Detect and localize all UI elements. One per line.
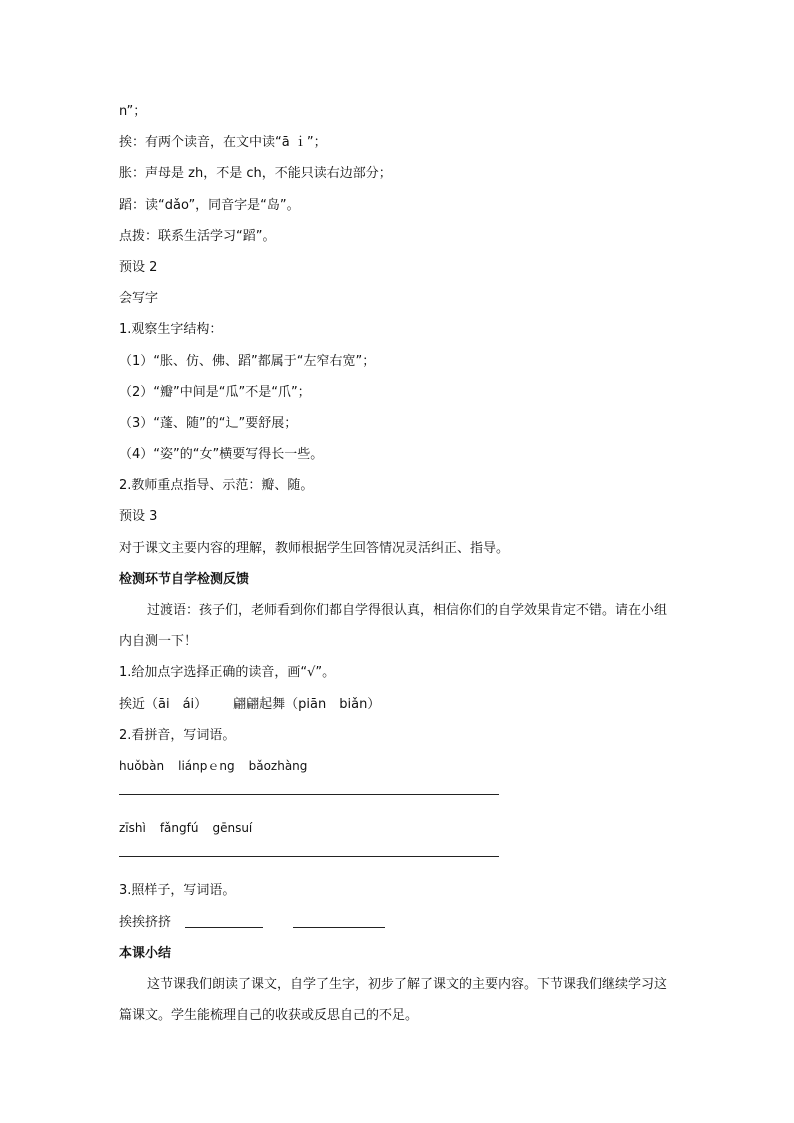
option-item: 翩翩起舞（piān biǎn） [233, 696, 381, 712]
exercise-prompt: 1.给加点字选择正确的读音，画“√”。 [119, 665, 336, 681]
option-item: 挨近（āi ái） [119, 696, 208, 712]
text-line: 对于课文主要内容的理解，教师根据学生回答情况灵活纠正、指导。 [119, 540, 510, 556]
section-label: 预设 3 [119, 509, 158, 525]
paragraph: 过渡语：孩子们，老师看到你们都自学得很认真，相信你们的自学效果肯定不错。请在小组内自测一下！ [119, 603, 668, 650]
fill-blank [185, 913, 263, 928]
pinyin-row [119, 751, 679, 782]
answer-line [119, 782, 679, 813]
text-line: 1.观察生字结构： [119, 322, 223, 338]
answer-line [119, 844, 679, 875]
section-heading: 检测环节自学检测反馈 [119, 571, 250, 587]
pinyin-word: zīshì [119, 821, 146, 836]
pinyin-word: gēnsuí [212, 821, 253, 836]
section-label: 会写字 [119, 291, 159, 307]
list-item: （1）“胀、仿、佛、蹈”都属于“左窄右宽”； [119, 353, 376, 369]
exercise-prompt: 2.看拼音，写词语。 [119, 727, 236, 743]
pinyin-row [119, 813, 679, 844]
document-page [119, 96, 679, 1031]
list-item: （3）“蓬、随”的“辶”要舒展； [119, 415, 298, 431]
text-line: 点拨：联系生活学习“蹈”。 [119, 228, 276, 244]
fill-blank [293, 913, 385, 928]
text-line: 2.教师重点指导、示范：瓣、随。 [119, 478, 314, 494]
exercise-example [119, 907, 679, 938]
list-item: （4）“姿”的“女”横要写得长一些。 [119, 447, 324, 463]
text-line: n”； [119, 104, 147, 119]
paragraph: 这节课我们朗读了课文，自学了生字，初步了解了课文的主要内容。下节课我们继续学习这篇课文。学生能梳理自己的收获或反思自己的不足。 [119, 976, 668, 1024]
text-line: 蹈：读“dǎo”，同音字是“岛”。 [119, 197, 300, 213]
list-item: （2）“瓣”中间是“瓜”不是“爪”； [119, 384, 311, 400]
exercise-prompt: 3.照样子，写词语。 [119, 883, 236, 899]
exercise-options [119, 689, 679, 720]
text-line: 胀：声母是 zh，不是 ch，不能只读右边部分； [119, 166, 392, 182]
text-line: 挨：有两个读音，在文中读“ā ｉ”； [119, 135, 327, 151]
pinyin-word: fǎngfú [159, 821, 199, 836]
pinyin-word: bǎozhàng [248, 758, 308, 773]
pinyin-word: liánpｅng [178, 758, 235, 773]
section-heading: 本课小结 [119, 945, 172, 961]
pinyin-word: huǒbàn [119, 758, 165, 773]
section-label: 预设 2 [119, 259, 158, 275]
example-word: 挨挨挤挤 [119, 914, 172, 930]
